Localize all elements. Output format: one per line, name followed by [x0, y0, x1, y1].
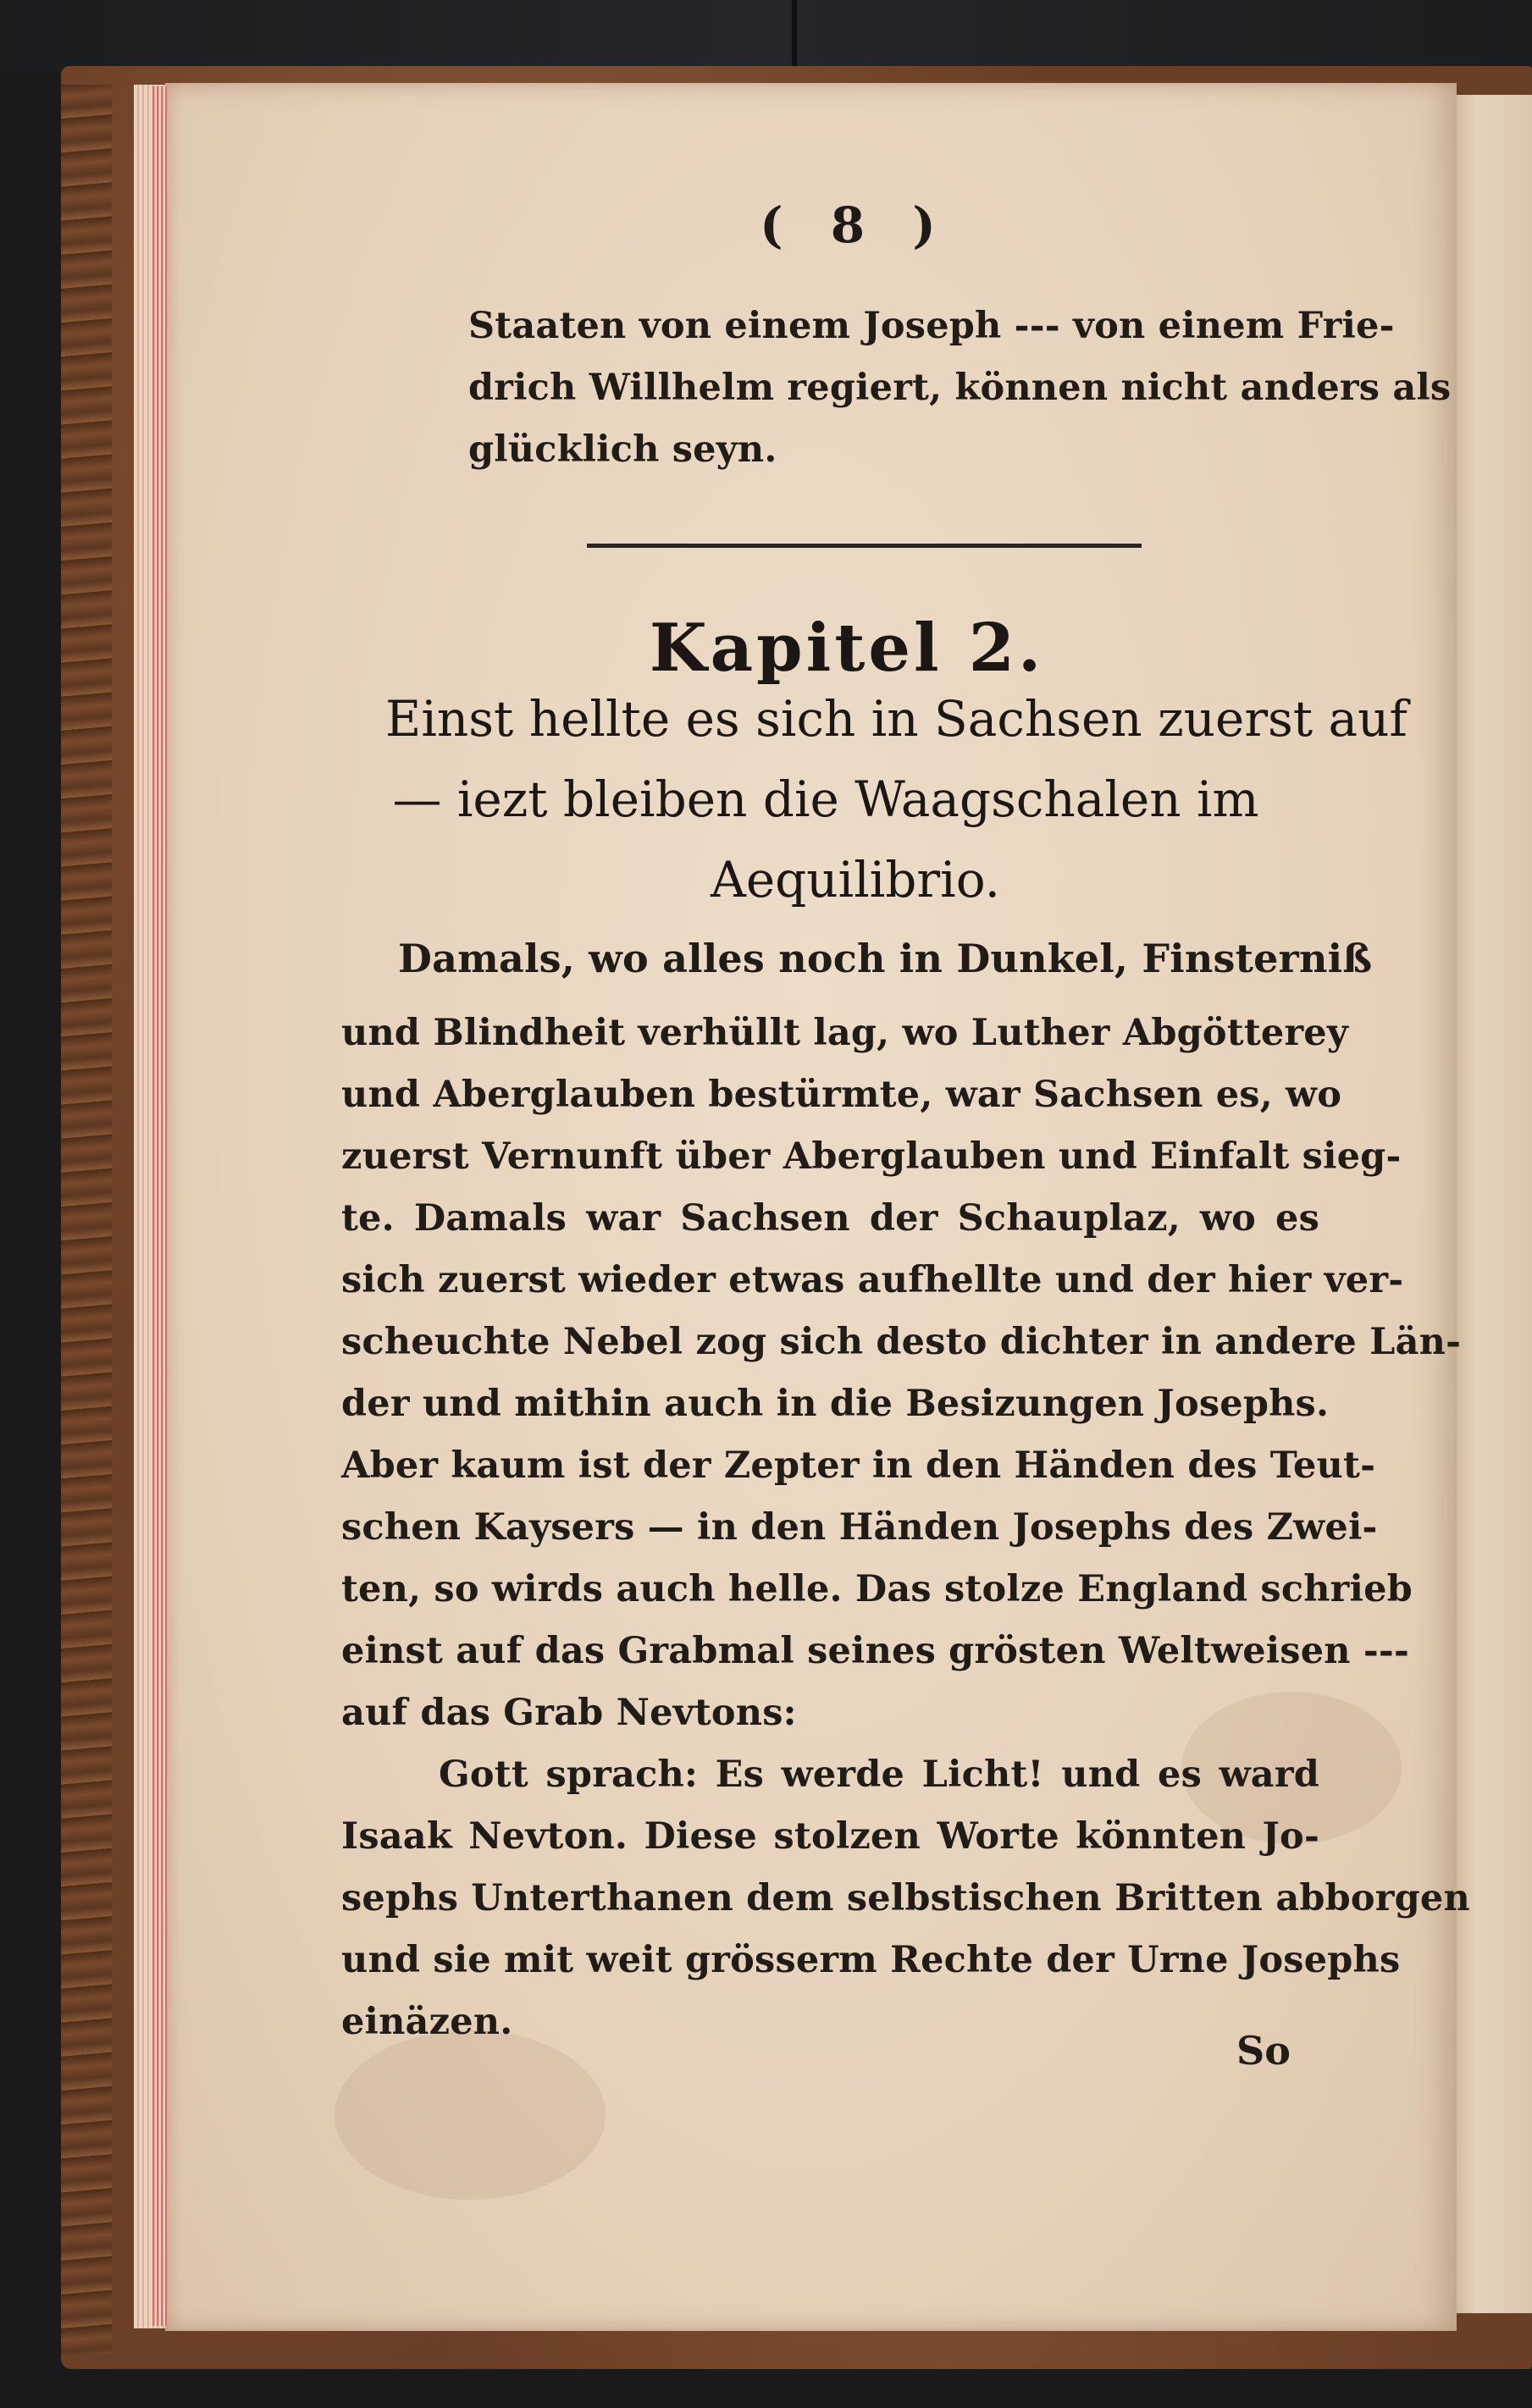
body-line: sich zuerst wieder etwas aufhellte und der hier ver- — [341, 1259, 1404, 1301]
chapter-heading-line: Einst hellte es sich in Sachsen zuerst auf — [385, 690, 1408, 748]
intro-line: glücklich seyn. — [468, 428, 777, 471]
body-line: zuerst Vernunft über Aberglauben und Einfalt sieg- — [341, 1135, 1402, 1178]
body-line: der und mithin auch in die Besizungen Josephs. — [341, 1383, 1330, 1425]
body-line: Damals, wo alles noch in Dunkel, Finsterniß — [398, 936, 1373, 981]
body-line: auf das Grab Nevtons: — [341, 1692, 797, 1734]
chapter-heading-line: — iezt bleiben die Waagschalen im — [392, 770, 1259, 828]
section-divider — [587, 544, 1142, 548]
body-line: und sie mit weit grösserm Rechte der Urne Josephs — [341, 1939, 1401, 1981]
body-line: te. Damals war Sachsen der Schauplaz, wo es — [341, 1197, 1319, 1240]
body-line: scheuchte Nebel zog sich desto dichter in andere Län- — [341, 1321, 1462, 1363]
body-line: Gott sprach: Es werde Licht! und es ward — [439, 1754, 1319, 1796]
chapter-heading-line: Aequilibrio. — [710, 851, 1001, 909]
body-line: und Blindheit verhüllt lag, wo Luther Abgötterey — [341, 1012, 1349, 1054]
body-line: einäzen. — [341, 2001, 513, 2043]
chapter-title: Kapitel 2. — [649, 610, 1045, 687]
body-line: Isaak Nevton. Diese stolzen Worte könnten Jo- — [341, 1815, 1319, 1858]
intro-line: drich Willhelm regiert, können nicht anders als — [468, 367, 1452, 409]
body-line: sephs Unterthanen dem selbstischen Britten abborgen — [341, 1877, 1470, 1919]
body-line: Aber kaum ist der Zepter in den Händen des Teut- — [341, 1444, 1376, 1487]
body-line: und Aberglauben bestürmte, war Sachsen es, wo — [341, 1074, 1342, 1116]
catchword: So — [1236, 2028, 1291, 2074]
body-line: einst auf das Grabmal seines grösten Weltweisen --- — [341, 1630, 1410, 1672]
body-line: ten, so wirds auch helle. Das stolze England schrieb — [341, 1568, 1413, 1610]
page-number: ( 8 ) — [760, 196, 951, 254]
body-line: schen Kaysers — in den Händen Josephs des Zwei- — [341, 1506, 1378, 1549]
intro-line: Staaten von einem Joseph --- von einem Frie- — [468, 305, 1395, 347]
